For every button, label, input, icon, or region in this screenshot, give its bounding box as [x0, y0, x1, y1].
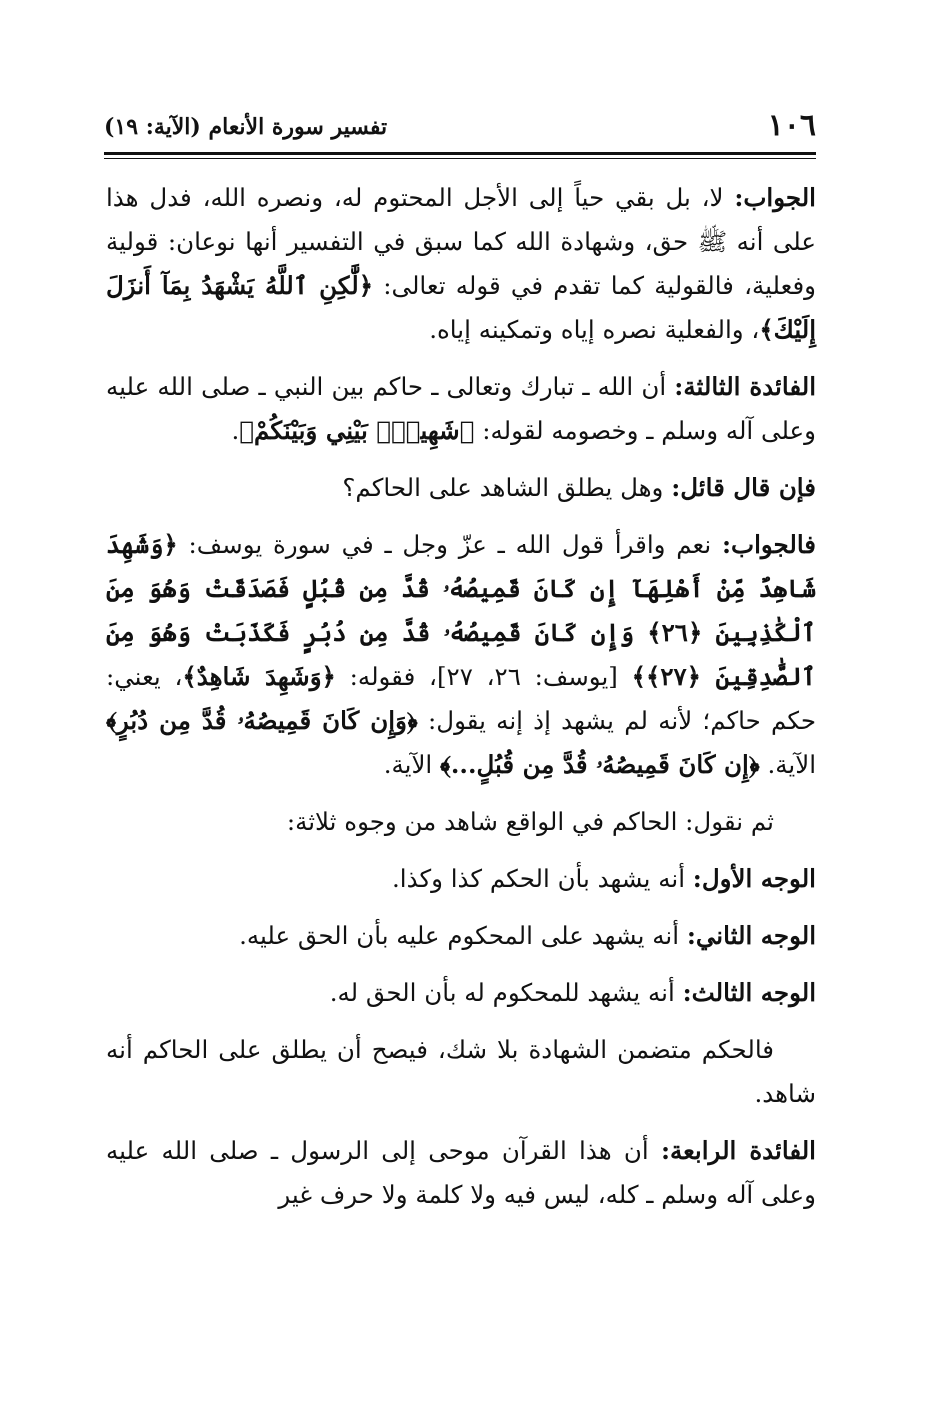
text-run: فالحكم متضمن الشهادة بلا شك، فيصح أن يطلق على الحاكم أنه شاهد.	[106, 1035, 816, 1108]
text-run: أنه يشهد للمحكوم له بأن الحق له.	[329, 978, 683, 1007]
text-run: [يوسف: ٢٦، ٢٧]، فقوله:	[335, 662, 632, 691]
paragraph	[106, 365, 816, 453]
paragraph	[106, 1028, 816, 1116]
text-run: أن هذا القرآن موحى إلى الرسول ـ صلى الله عليه وعلى آله وسلم ـ كله، ليس فيه ولا كلمة ولا حرف غير	[106, 1136, 816, 1209]
paragraph-lead: الوجه الثاني:	[686, 921, 816, 950]
paragraph-lead: الفائدة الرابعة:	[660, 1136, 816, 1165]
text-run: لا، بل بقي حياً إلى الأجل المحتوم له، ونصره الله، فدل هذا على أنه ﷺ حق، وشهادة الله كما سبق في التفسير أنها نوعان: قولية وفعلية، فالقولية كما تقدم في قوله تعالى:	[106, 183, 816, 300]
paragraph	[106, 914, 816, 958]
text-run: أن الله ـ تبارك وتعالى ـ حاكم بين النبي ـ صلى الله عليه وعلى آله وسلم ـ وخصومه لقوله:	[106, 372, 816, 445]
text-run: .	[231, 416, 240, 445]
running-title: تفسير سورة الأنعام (الآية: ١٩)	[104, 114, 388, 140]
paragraph-lead: الوجه الثالث:	[682, 978, 816, 1007]
text-run: ، يعني: حكم حاكم؛ لأنه لم يشهد إذ إنه يقول:	[106, 662, 816, 735]
paragraph-lead: الجواب:	[734, 183, 816, 212]
quran-quote: ﴿إِن كَانَ قَمِيصُهُۥ قُدَّ مِن قُبُلٍ...﴾	[440, 750, 760, 779]
paragraph	[106, 523, 816, 787]
header-rule-thick	[104, 152, 816, 155]
page-number: ١٠٦	[767, 108, 816, 143]
paragraph	[106, 971, 816, 1015]
paragraph	[106, 800, 816, 844]
text-run: الآية.	[383, 750, 441, 779]
text-run: وهل يطلق الشاهد على الحاكم؟	[342, 473, 672, 502]
text-run: نعم واقرأ قول الله ـ عزّ وجل ـ في سورة يوسف:	[177, 530, 722, 559]
paragraph	[106, 176, 816, 352]
text-run: ثم نقول: الحاكم في الواقع شاهد من وجوه ثلاثة:	[286, 807, 774, 836]
paragraph	[106, 857, 816, 901]
header-rule-thin	[104, 158, 816, 159]
text-run: ، والفعلية نصره إياه وتمكينه إياه.	[429, 315, 760, 344]
quran-quote: ﴿شَهِيدُۢ بَيْنِي وَبَيْنَكُمْ﴾	[239, 416, 475, 445]
paragraph-lead: الوجه الأول:	[692, 864, 816, 893]
quran-quote: ﴿لَّٰكِنِ ٱللَّهُ يَشْهَدُ بِمَآ أَنزَلَ إِلَيْكَ﴾	[106, 271, 816, 344]
paragraph	[106, 466, 816, 510]
quran-quote: ﴿وَإِن كَانَ قَمِيصُهُۥ قُدَّ مِن دُبُرٍ﴾	[106, 706, 418, 735]
paragraph-lead: الفائدة الثالثة:	[674, 372, 816, 401]
text-run: أنه يشهد بأن الحكم كذا وكذا.	[392, 864, 693, 893]
quran-quote: ﴿وَشَهِدَ شَاهِدٌ﴾	[182, 662, 336, 691]
text-run: الآية.	[759, 750, 816, 779]
text-run: أنه يشهد على المحكوم عليه بأن الحق عليه.	[239, 921, 687, 950]
paragraph	[106, 1129, 816, 1217]
quran-quote: ﴿وَشَهِدَ شَاهِدٌ مِّنْ أَهْلِهَآ إِن كَانَ قَمِيصُهُۥ قُدَّ مِن قُبُلٍ فَصَدَقَتْ وَهُوَ مِنَ ٱلْكَٰذِبِينَ ﴿٢٦﴾ وَإِن كَانَ قَمِيصُهُۥ قُدَّ مِن دُبُرٍ فَكَذَبَتْ وَهُوَ مِنَ ٱلصَّٰدِقِينَ ﴿٢٧﴾﴾	[106, 530, 816, 691]
body-text	[106, 176, 816, 1230]
page-header	[104, 108, 816, 152]
paragraph-lead: فالجواب:	[721, 530, 816, 559]
paragraph-lead: فإن قال قائل:	[671, 473, 816, 502]
